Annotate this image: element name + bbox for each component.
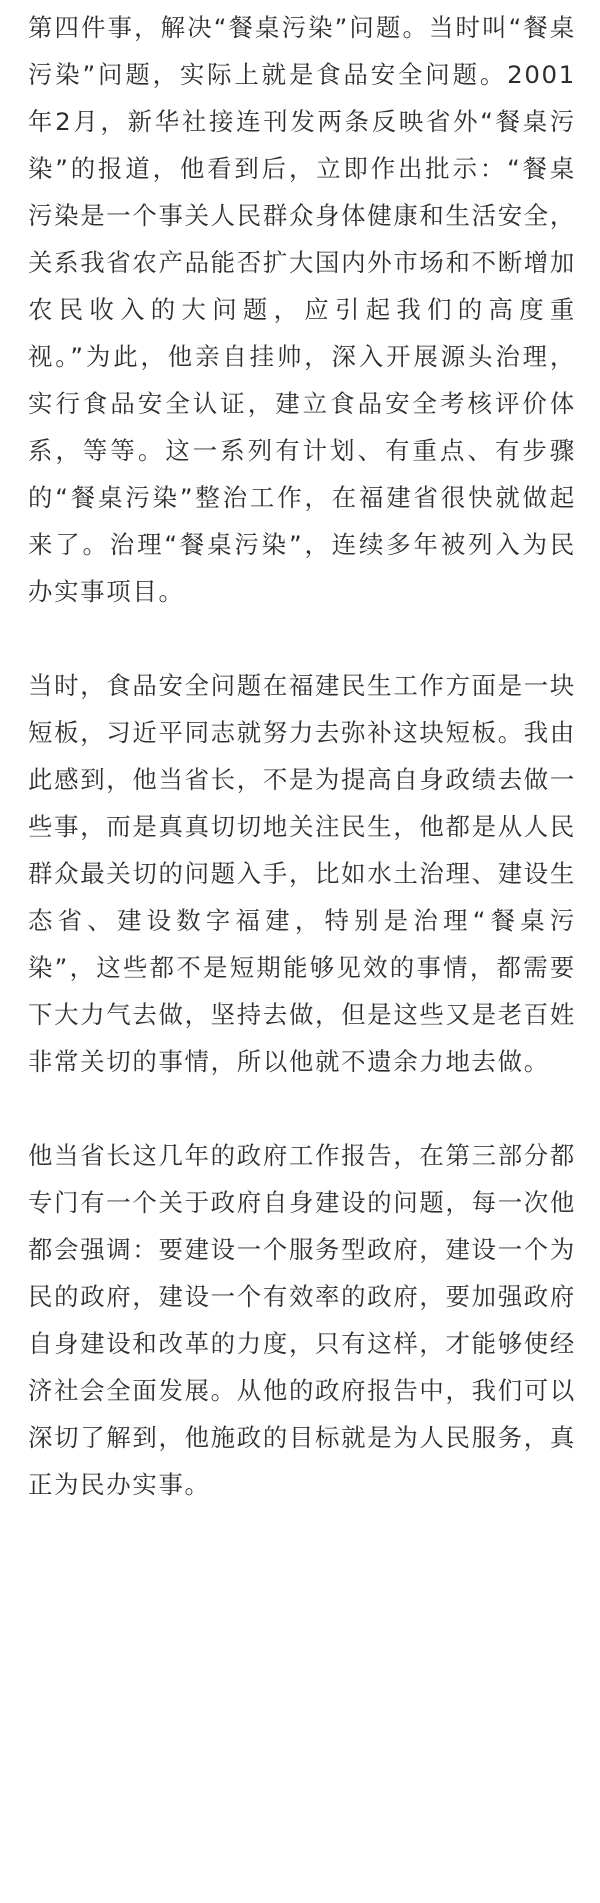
- paragraph-livelihood: 当时，食品安全问题在福建民生工作方面是一块短板，习近平同志就努力去弥补这块短板。我由此感到，他当省长，不是为提高自身政绩去做一些事，而是真真切切地关注民生，他都是从人民群众最关切的问题入手，比如水土治理、建设生态省、建设数字福建，特别是治理“餐桌污染”，这些都不是短期能够见效的事情，都需要下大力气去做，坚持去做，但是这些又是老百姓非常关切的事情，所以他就不遗余力地去做。: [28, 671, 576, 1076]
- paragraph-government-report: 他当省长这几年的政府工作报告，在第三部分都专门有一个关于政府自身建设的问题，每一次他都会强调：要建设一个服务型政府，建设一个为民的政府，建设一个有效率的政府，要加强政府自身建设和改革的力度，只有这样，才能够使经济社会全面发展。从他的政府报告中，我们可以深切了解到，他施政的目标就是为人民服务，真正为民办实事。: [28, 1141, 576, 1499]
- paragraph-food-safety: 第四件事，解决“餐桌污染”问题。当时叫“餐桌污染”问题，实际上就是食品安全问题。2001年2月，新华社接连刊发两条反映省外“餐桌污染”的报道，他看到后，立即作出批示：“餐桌污染是一个事关人民群众身体健康和生活安全，关系我省农产品能否扩大国内外市场和不断增加农民收入的大问题，应引起我们的高度重视。”为此，他亲自挂帅，深入开展源头治理，实行食品安全认证，建立食品安全考核评价体系，等等。这一系列有计划、有重点、有步骤的“餐桌污染”整治工作，在福建省很快就做起来了。治理“餐桌污染”，连续多年被列入为民办实事项目。: [28, 13, 576, 606]
- article-body: [28, 4, 576, 1508]
